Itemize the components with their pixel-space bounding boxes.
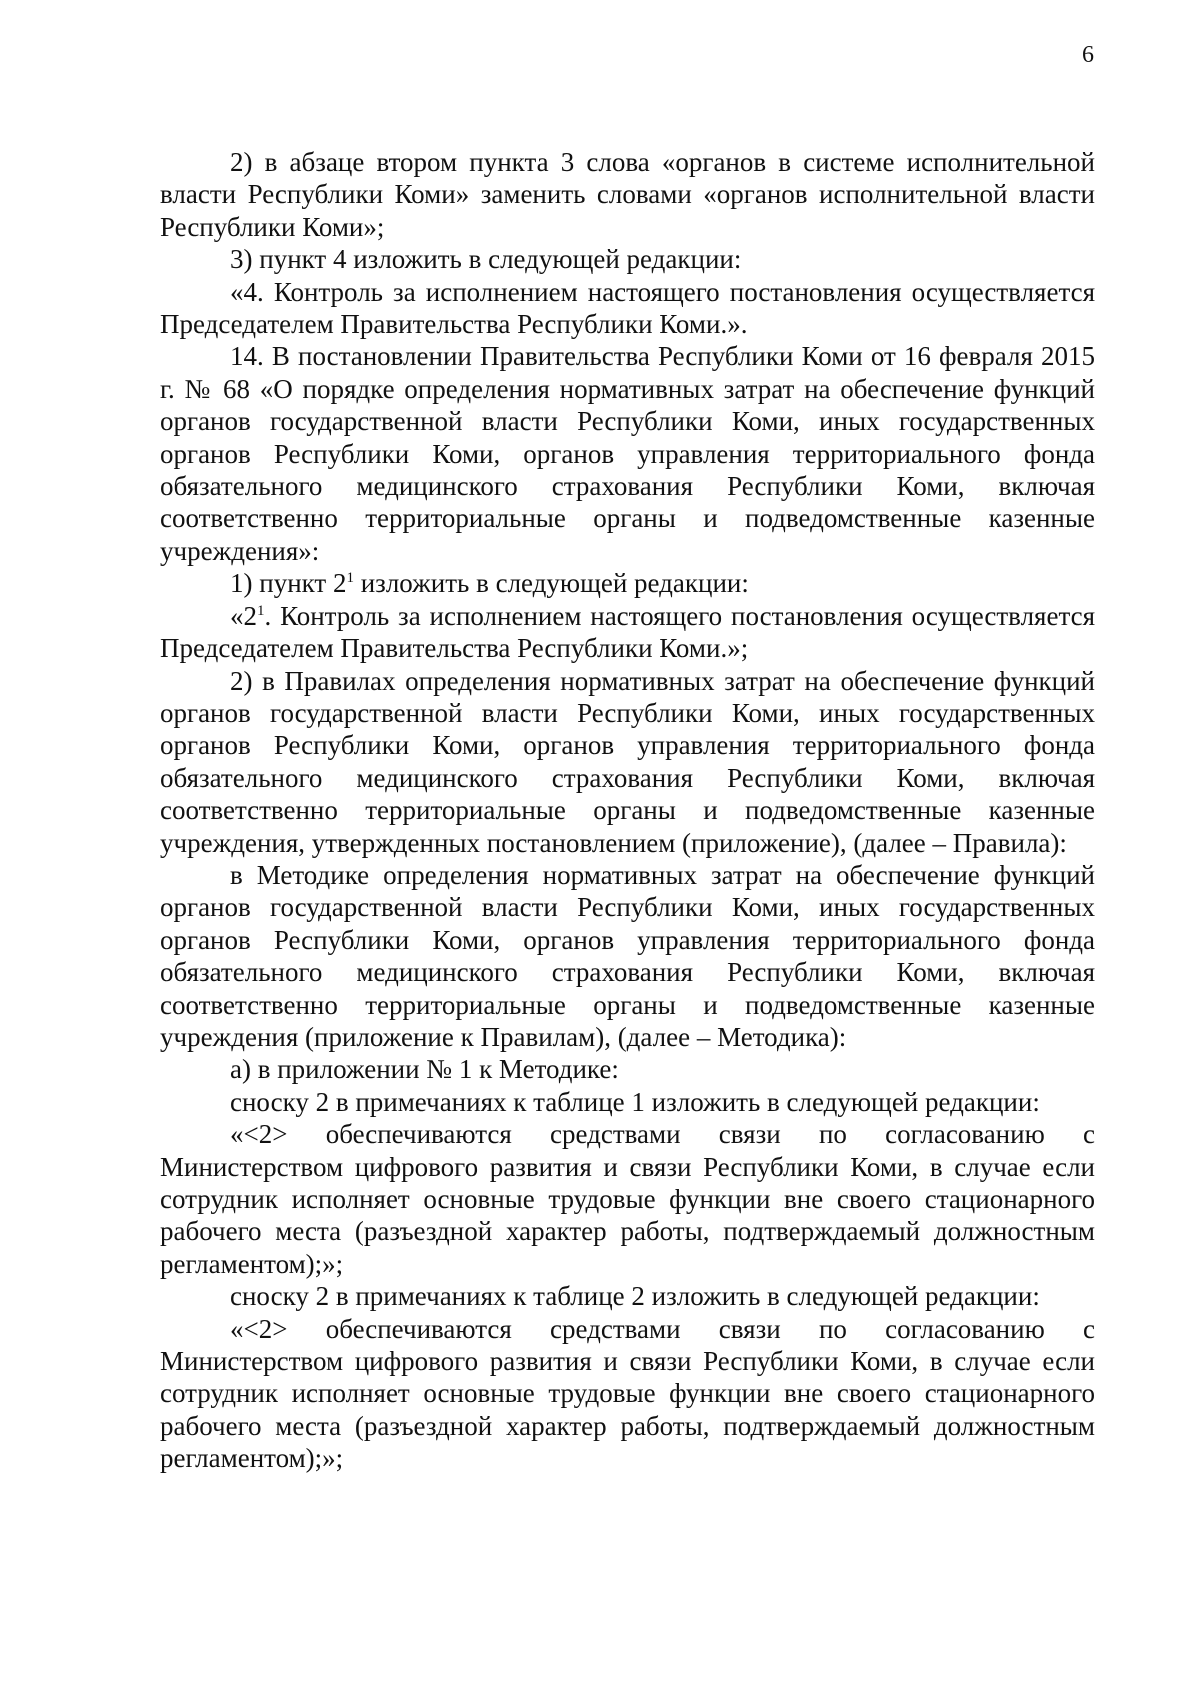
paragraph: [160, 600, 1095, 665]
paragraph-text: изложить в следующей редакции:: [353, 568, 749, 599]
paragraph-text: «2: [230, 600, 257, 631]
paragraph: 2) в Правилах определения нормативных затрат на обеспечение функций органов государственной власти Республики Коми, иных государственных органов Республики Коми, органов управления территориального фонда обязательного медицинского страхования Республики Коми, включая соответственно территориальные органы и подведомственные казенные учреждения, утвержденных постановлением (приложение), (далее – Правила):: [160, 665, 1095, 858]
document-body: [160, 146, 1095, 1475]
paragraph-text: 1) пункт 2: [230, 568, 347, 599]
paragraph: «<2> обеспечиваются средствами связи по согласованию с Министерством цифрового развития и связи Республики Коми, в случае если сотрудник исполняет основные трудовые функции вне своего стационарного рабочего места (разъездной характер работы, подтверждаемый должностным регламентом);»;: [160, 1313, 1095, 1474]
superscript: 1: [346, 570, 354, 587]
paragraph: сноску 2 в примечаниях к таблице 1 изложить в следующей редакции:: [230, 1086, 1040, 1117]
paragraph: «4. Контроль за исполнением настоящего постановления осуществляется Председателем Правительства Республики Коми.».: [160, 276, 1095, 340]
paragraph: 3) пункт 4 изложить в следующей редакции:: [230, 244, 742, 275]
superscript: 1: [257, 602, 265, 619]
paragraph: [160, 567, 1095, 599]
paragraph-text: . Контроль за исполнением настоящего постановления осуществляется Председателем Правительства Республики Коми.»;: [160, 600, 1095, 664]
paragraph: «<2> обеспечиваются средствами связи по согласованию с Министерством цифрового развития и связи Республики Коми, в случае если сотрудник исполняет основные трудовые функции вне своего стационарного рабочего места (разъездной характер работы, подтверждаемый должностным регламентом);»;: [160, 1119, 1095, 1279]
page-number: 6: [1082, 42, 1094, 68]
paragraph: в Методике определения нормативных затрат на обеспечение функций органов государственной власти Республики Коми, иных государственных органов Республики Коми, органов управления территориального фонда обязательного медицинского страхования Республики Коми, включая соответственно территориальные органы и подведомственные казенные учреждения (приложение к Правилам), (далее – Методика):: [160, 859, 1095, 1052]
paragraph: 14. В постановлении Правительства Республики Коми от 16 февраля 2015 г. № 68 «О порядке определения нормативных затрат на обеспечение функций органов государственной власти Республики Коми, иных государственных органов Республики Коми, органов управления территориального фонда обязательного медицинского страхования Республики Коми, включая соответственно территориальные органы и подведомственные казенные учреждения»:: [160, 341, 1095, 566]
paragraph: сноску 2 в примечаниях к таблице 2 изложить в следующей редакции:: [230, 1281, 1040, 1312]
paragraph: а) в приложении № 1 к Методике:: [230, 1054, 619, 1085]
paragraph: 2) в абзаце втором пункта 3 слова «органов в системе исполнительной власти Республики Коми» заменить словами «органов исполнительной власти Республики Коми»;: [160, 147, 1095, 242]
